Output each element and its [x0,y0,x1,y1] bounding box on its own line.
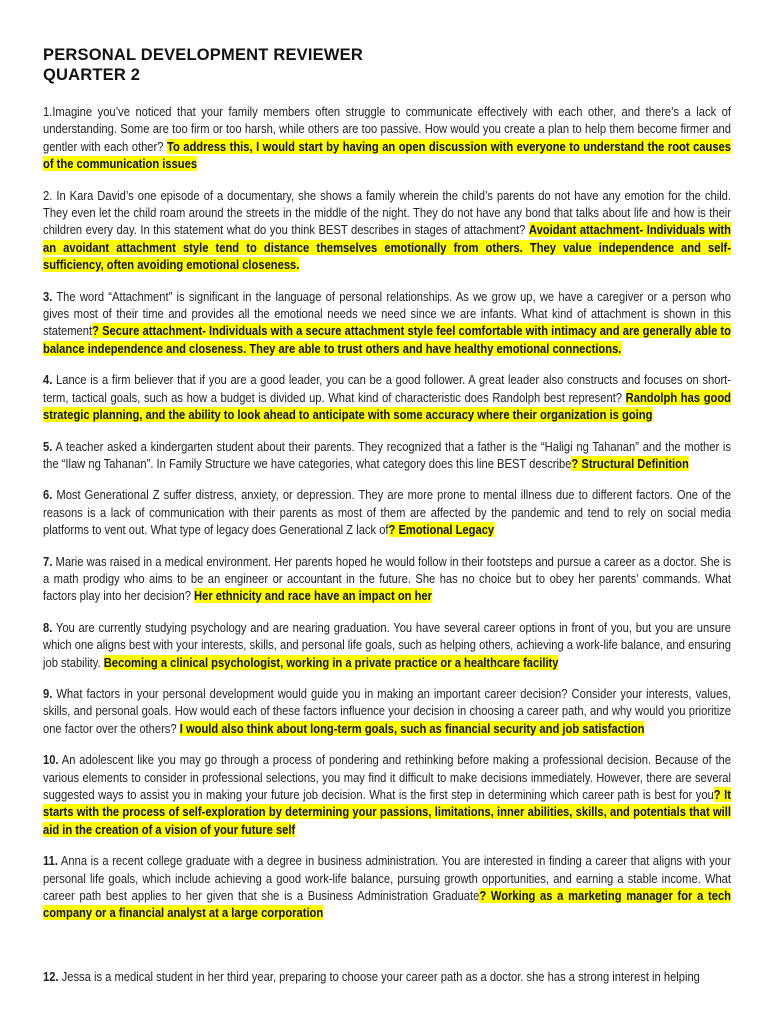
highlighted-answer: ? Structural Definition [571,455,689,471]
paragraph [43,619,731,671]
page-title [43,45,768,85]
question-number: 11. [43,853,58,869]
question-number: 4. [43,372,53,388]
highlighted-answer: To address this, I would start by having an open discussion with everyone to understand the root causes of the communication issues [43,138,731,172]
highlighted-answer: I would also think about long-term goals, such as financial security and job satisfaction [179,720,645,736]
question-text: Most Generational Z suffer distress, anxiety, or depression. They are more prone to mental illness due to different factors. One of the reasons is a lack of communication with their parents as most of them are affected by the pandemic and tend to rely on social media platforms to vent out. What type of legacy does Generational Z lack of [43,487,732,538]
page-title-line2: QUARTER 2 [43,66,141,84]
question-number: 8. [43,619,53,635]
question-number: 10. [43,752,59,768]
paragraph [43,438,731,473]
paragraph [43,288,731,358]
question-text: 1.Imagine you’ve noticed that your family members often struggle to communicate effectively with each other, and there’s a lack of understanding. Some are too firm or too harsh, while others are too passive. How would you create a plan to help them become firmer and gentler with each other? [43,104,731,154]
question-number: 12. [43,968,59,984]
question-text: Lance is a firm believer that if you are a good leader, you can be a good follower. A great leader also constructs and focuses on short-term, tactical goals, such as how a budget is divided up. What kind of characteristic does Randolph best represent? [43,372,732,405]
paragraph [43,751,731,838]
document-body [43,103,731,985]
question-number: 6. [43,487,53,503]
highlighted-answer: Her ethnicity and race have an impact on her [194,588,432,604]
highlighted-answer: ? Emotional Legacy [388,522,495,538]
question-number: 9. [43,685,53,701]
paragraph [43,371,731,423]
question-text: Marie was raised in a medical environment. Her parents hoped he would follow in their footsteps and pursue a career as a doctor. She is a math prodigy who aims to be an engineer or accountant in the future. She has no choice but to obey her parents’ commands. What factors play into her decision? [43,553,732,604]
question-text: An adolescent like you may go through a process of pondering and rethinking before making a professional decision. Because of the various elements to consider in professional selections, you may find it difficult to make decisions immediately. However, there are several suggested ways to assist you in making your future job decision. What is the first step in determining which career path is best for you [43,752,732,802]
paragraph [43,968,731,985]
paragraph [43,187,731,274]
question-text: What factors in your personal development would guide you in making an important career decision? Consider your interests, values, skills, and personal goals. How would each of these factors influence your decision in choosing a career path, and why would you prioritize one factor over the others? [43,685,732,736]
paragraph [43,103,731,173]
paragraph [43,685,731,737]
paragraph [43,486,731,538]
question-text: You are currently studying psychology and are nearing graduation. You have several career options in front of you, but you are unsure which one aligns best with your interests, skills, and personal life goals, such as helping others, achieving a work-life balance, and ensuring job stability. [43,619,732,670]
question-text: 2. In Kara David’s one episode of a documentary, she shows a family wherein the child’s parents do not have any emotion for the child. They even let the child roam around the streets in the middle of the night. They do not have any bond that talks about life and how is their children every day. In this statement what do you think BEST describes in stages of attachment? [43,187,731,238]
question-number: 3. [43,288,53,304]
highlighted-answer: ? It starts with the process of self-exploration by determining your passions, limitations, inner abilities, skills, and potentials that will aid in the creation of a vision of your future self [43,787,732,837]
question-number: 5. [43,438,53,454]
highlighted-answer: ? Working as a marketing manager for a tech company or a financial analyst at a large corporation [43,888,731,921]
question-number: 7. [43,553,53,569]
paragraph [43,553,731,605]
document-page [43,45,768,999]
question-text: The word “Attachment” is significant in the language of personal relationships. As we grow up, we have a caregiver or a person who gives most of their time and provides all the emotional needs we need since we are infants. What kind of attachment is shown in this statement [43,288,732,339]
highlighted-answer: Becoming a clinical psychologist, working in a private practice or a healthcare facility [103,654,559,670]
question-text: Anna is a recent college graduate with a degree in business administration. You are interested in finding a career that aligns with your personal life goals, which include achieving a good work-life balance, pursuing growth opportunities, and earning a stable income. What career path best applies to her given that she is a Business Administration Graduate [43,853,731,904]
page-title-line1: PERSONAL DEVELOPMENT REVIEWER [43,46,363,64]
question-text: Jessa is a medical student in her third year, preparing to choose your career path as a doctor. she has a strong interest in helping [58,968,700,984]
highlighted-answer: Randolph has good strategic planning, and the ability to look ahead to anticipate with some accuracy where their organization is going [43,389,732,423]
question-text: A teacher asked a kindergarten student about their parents. They recognized that a father is the “Haligi ng Tahanan” and the mother is the “Ilaw ng Tahanan”. In Family Structure we have categories, what category does this line BEST describe [43,438,732,471]
paragraph [43,852,731,922]
highlighted-answer: ? Secure attachment- Individuals with a secure attachment style feel comfortable with intimacy and are generally able to balance independence and closeness. They are able to trust others and have healthy emotional connections. [43,323,731,356]
highlighted-answer: Avoidant attachment- Individuals with an avoidant attachment style tend to distance themselves emotionally from others. They value independence and self-sufficiency, often avoiding emotional closeness. [43,222,731,273]
